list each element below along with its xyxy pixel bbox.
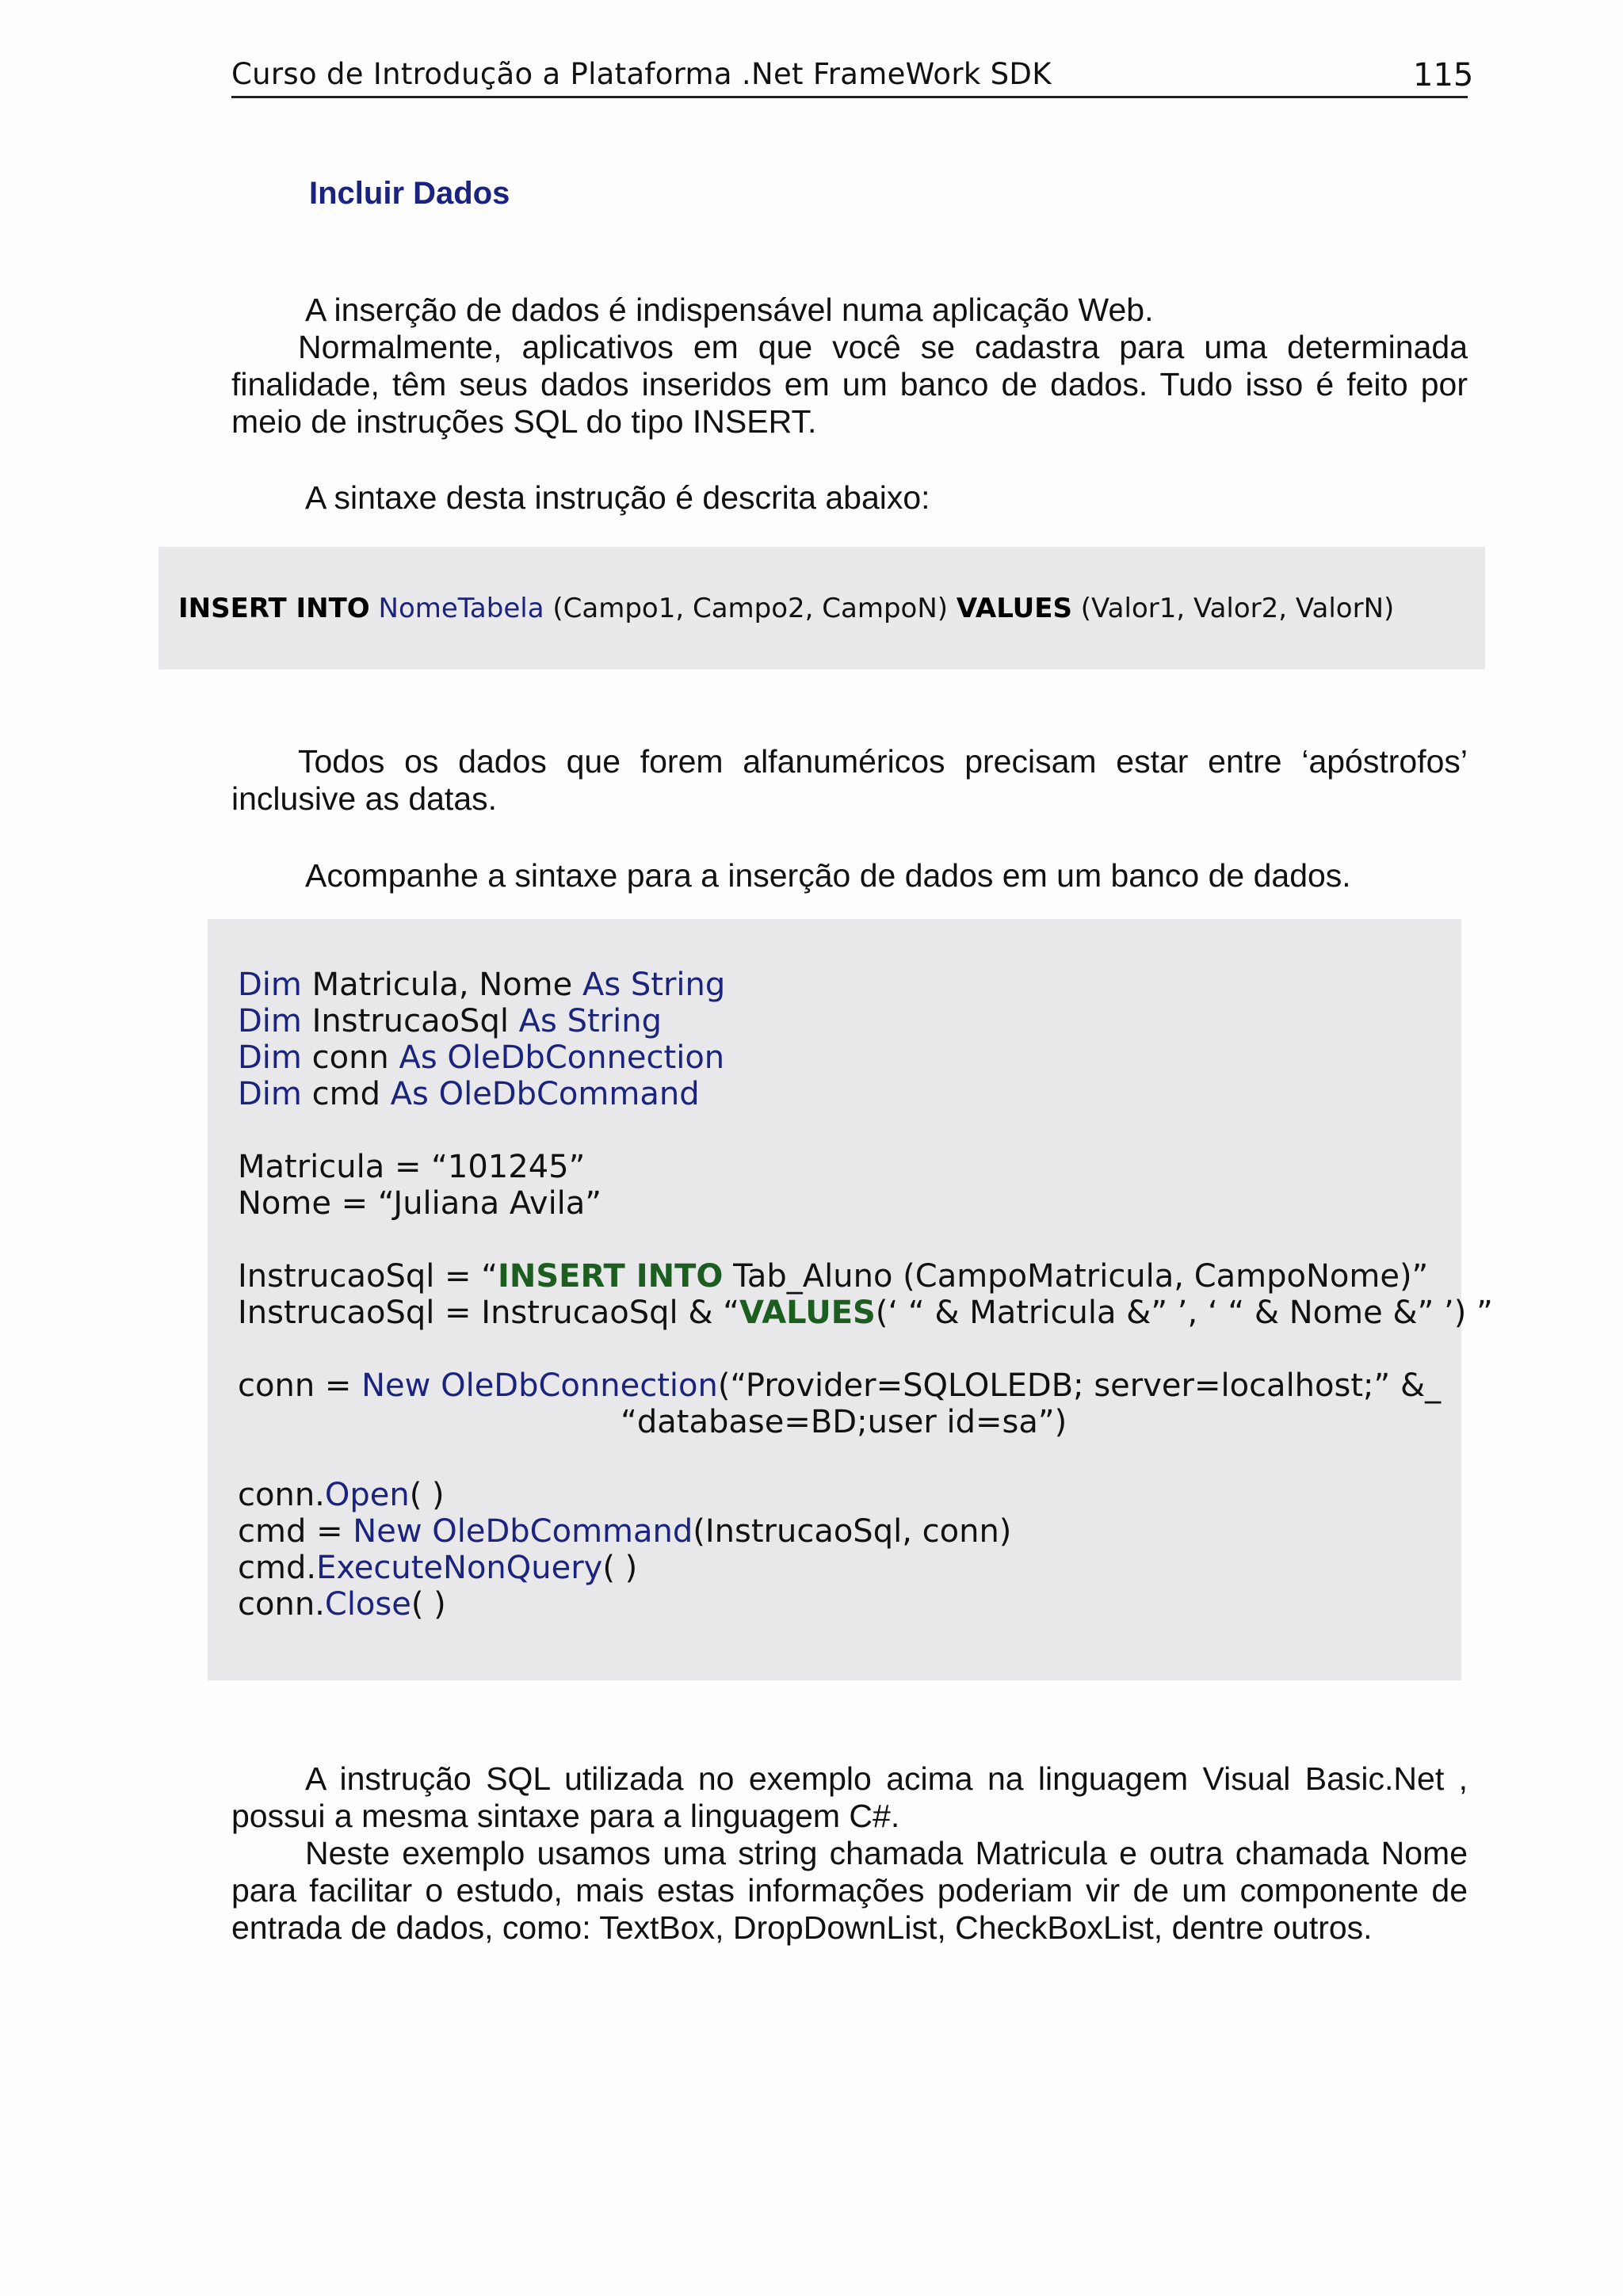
type-oledbcommand: OleDbCommand (432, 1513, 693, 1550)
type-string: String (567, 1003, 662, 1039)
keyword-as: As (399, 1039, 437, 1076)
header-rule (231, 96, 1468, 98)
type-oledbcommand: OleDbCommand (438, 1076, 700, 1112)
type-string: String (630, 967, 726, 1003)
keyword-new: New (353, 1513, 422, 1550)
section-title: Incluir Dados (309, 176, 510, 211)
code-text: conn = (238, 1367, 362, 1404)
keyword-as: As (518, 1003, 557, 1039)
code-text: InstrucaoSql = InstrucaoSql & “ (238, 1295, 739, 1331)
keyword-values: VALUES (956, 593, 1072, 624)
keyword-dim: Dim (238, 967, 302, 1003)
method-open: Open (324, 1477, 410, 1513)
keyword-insert-into: INSERT INTO (498, 1258, 724, 1295)
keyword-dim: Dim (238, 1076, 302, 1112)
code-text: Tab_Aluno (CampoMatricula, CampoNome)” (723, 1258, 1429, 1295)
code-text: ( ) (411, 1586, 446, 1623)
code-vars: InstrucaoSql (301, 1003, 519, 1039)
intro-paragraph-2: Normalmente, aplicativos em que você se cadastra para uma determinada finalidade, têm seus dados inseridos em um banco de dados. Tudo isso é feito por meio de instruções SQL do tipo INSERT. (231, 329, 1468, 440)
code-text: (“Provider=SQLOLEDB; server=localhost;” &_ (717, 1367, 1442, 1404)
code-text: “database=BD;user id=sa”) (238, 1404, 1067, 1440)
code-text: InstrucaoSql = “ (238, 1258, 498, 1295)
code-listing (238, 967, 1493, 1623)
code-text: cmd = (238, 1513, 353, 1550)
code-line-nome: Nome = “Juliana Avila” (238, 1185, 602, 1222)
code-text: conn. (238, 1477, 325, 1513)
insert-syntax-line (178, 593, 1394, 624)
method-close: Close (324, 1586, 411, 1623)
code-vars: conn (301, 1039, 399, 1076)
keyword-as: As (390, 1076, 429, 1112)
code-vars: Matricula, Nome (301, 967, 582, 1003)
code-text: ( ) (602, 1550, 638, 1586)
field-list: (Campo1, Campo2, CampoN) (552, 593, 949, 624)
code-text: (‘ “ & Matricula &” ’, ‘ “ & Nome &” ’) ” (875, 1295, 1493, 1331)
keyword-new: New (361, 1367, 431, 1404)
intro-paragraph-1: A inserção de dados é indispensável numa aplicação Web. (305, 292, 1154, 328)
running-header-title: Curso de Introdução a Plataforma .Net FrameWork SDK (231, 57, 1052, 91)
code-text: (InstrucaoSql, conn) (693, 1513, 1012, 1550)
keyword-dim: Dim (238, 1003, 302, 1039)
page-number: 115 (1413, 57, 1474, 93)
keyword-dim: Dim (238, 1039, 302, 1076)
code-vars: cmd (301, 1076, 391, 1112)
value-list: (Valor1, Valor2, ValorN) (1080, 593, 1395, 624)
keyword-values: VALUES (739, 1295, 876, 1331)
code-line-matricula: Matricula = “101245” (238, 1149, 586, 1185)
code-text: conn. (238, 1586, 325, 1623)
type-oledbconnection: OleDbConnection (441, 1367, 718, 1404)
keyword-insert-into: INSERT INTO (178, 593, 370, 624)
closing-paragraph-1: A instrução SQL utilizada no exemplo acima na linguagem Visual Basic.Net , possui a mesma sintaxe para a linguagem C#. (231, 1760, 1468, 1834)
middle-paragraph-2: Acompanhe a sintaxe para a inserção de dados em um banco de dados. (305, 857, 1351, 894)
keyword-as: As (582, 967, 621, 1003)
middle-paragraph-1: Todos os dados que forem alfanuméricos precisam estar entre ‘apóstrofos’ inclusive as datas. (231, 743, 1468, 817)
method-executenonquery: ExecuteNonQuery (316, 1550, 603, 1586)
code-text: cmd. (238, 1550, 317, 1586)
code-text: ( ) (409, 1477, 445, 1513)
closing-paragraph-2: Neste exemplo usamos uma string chamada Matricula e outra chamada Nome para facilitar o estudo, mais estas informações poderiam vir de um componente de entrada de dados, como: TextBox, DropDownList, CheckBoxList, dentre outros. (231, 1835, 1468, 1946)
type-oledbconnection: OleDbConnection (447, 1039, 725, 1076)
table-name: NomeTabela (378, 593, 544, 624)
intro-paragraph-3: A sintaxe desta instrução é descrita abaixo: (305, 479, 930, 516)
